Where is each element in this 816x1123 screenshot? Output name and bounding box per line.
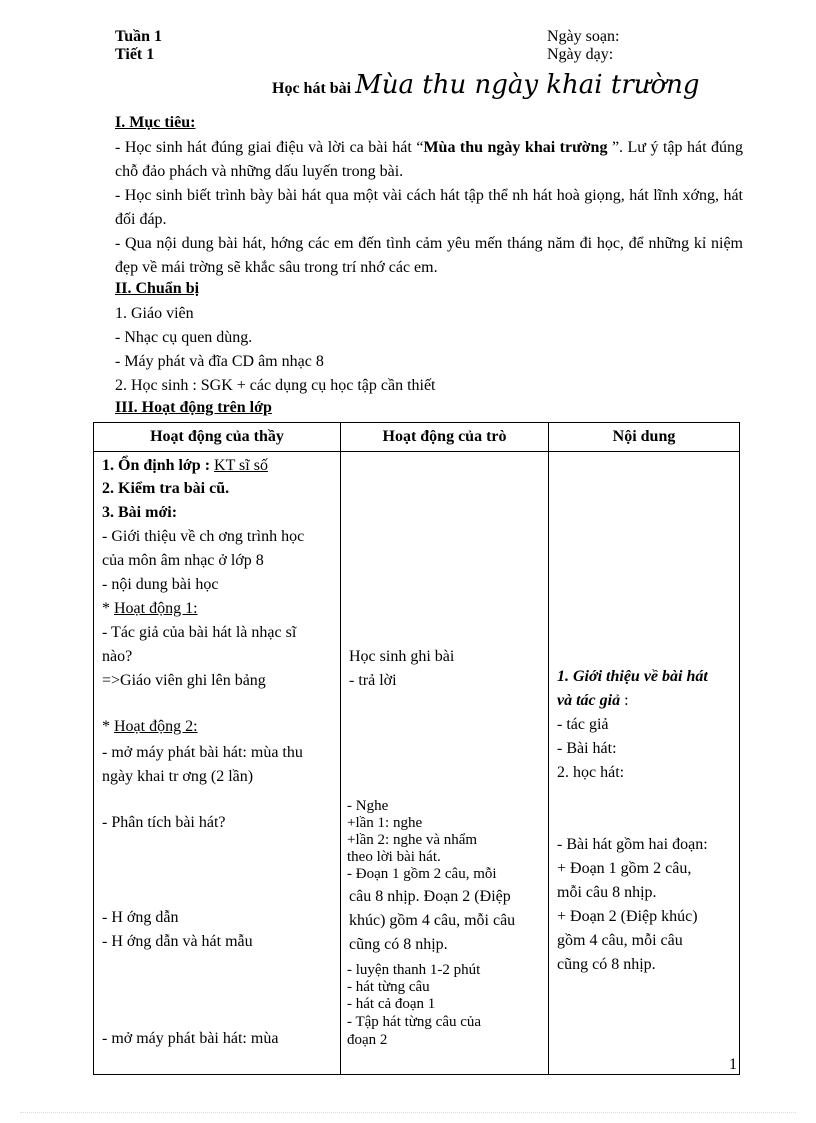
teacher-line: * Hoạt động 1: bbox=[102, 600, 198, 617]
teacher-line: - nội dung bài học bbox=[102, 576, 219, 593]
prep-item: - Nhạc cụ quen dùng. bbox=[115, 329, 253, 346]
header-content: Nội dung bbox=[549, 423, 740, 452]
student-line: - luyện thanh 1-2 phút bbox=[347, 962, 481, 978]
title-song: Mùa thu ngày khai trường bbox=[355, 70, 700, 100]
header-teacher: Hoạt động của thầy bbox=[94, 423, 341, 452]
student-column bbox=[341, 452, 548, 1074]
student-line: - hát cả đoạn 1 bbox=[347, 996, 436, 1012]
student-line: - hát từng câu bbox=[347, 979, 430, 995]
teacher-line: ngày khai tr ơng (2 lần) bbox=[102, 768, 254, 785]
teacher-line: - mở máy phát bài hát: mùa bbox=[102, 1030, 279, 1047]
objective-paragraph-3: - Qua nội dung bài hát, hớng các em đến tình cảm yêu mến tháng năm đi học, để những kỉ niệm đẹp về mái trờng sẽ khắc sâu trong trí nhớ các em. bbox=[115, 235, 743, 276]
prep-item: 2. Học sinh : SGK + các dụng cụ học tập cần thiết bbox=[115, 377, 436, 394]
teacher-line: của môn âm nhạc ở lớp 8 bbox=[102, 552, 264, 569]
prep-date-label: Ngày soạn: bbox=[547, 28, 620, 45]
student-line: +lần 2: nghe và nhẩm bbox=[347, 832, 478, 848]
teacher-line: - Giới thiệu về ch ơng trình học bbox=[102, 528, 305, 545]
student-line: - Đoạn 1 gồm 2 câu, mỗi bbox=[347, 866, 497, 882]
student-line: theo lời bài hát. bbox=[347, 849, 441, 865]
teacher-line: * Hoạt động 2: bbox=[102, 718, 198, 735]
student-line: đoạn 2 bbox=[347, 1032, 388, 1048]
teach-date-label: Ngày dạy: bbox=[547, 46, 614, 63]
teacher-line: - Phân tích bài hát? bbox=[102, 814, 226, 831]
prep-item: - Máy phát và đĩa CD âm nhạc 8 bbox=[115, 353, 324, 370]
content-line: 1. Giới thiệu về bài hát bbox=[557, 668, 708, 685]
section-3-heading: III. Hoạt động trên lớp bbox=[115, 399, 272, 416]
student-line: - Nghe bbox=[347, 798, 389, 814]
content-column bbox=[549, 452, 739, 1074]
student-line: khúc) gồm 4 câu, mỗi câu bbox=[349, 912, 516, 929]
page-number: 1 bbox=[729, 1056, 737, 1073]
student-line: câu 8 nhịp. Đoạn 2 (Điệp bbox=[349, 888, 511, 905]
content-line: - Bài hát gồm hai đoạn: bbox=[557, 836, 708, 853]
week-label: Tuần 1 bbox=[115, 28, 162, 45]
period-label: Tiết 1 bbox=[115, 46, 155, 63]
content-line: và tác giả : bbox=[557, 692, 629, 709]
header-student: Hoạt động của trò bbox=[341, 423, 549, 452]
section-2-heading: II. Chuẩn bị bbox=[115, 280, 200, 297]
teacher-line: - H ớng dẫn bbox=[102, 909, 179, 926]
prep-item: 1. Giáo viên bbox=[115, 305, 194, 322]
teacher-column bbox=[94, 452, 340, 1074]
lesson-table bbox=[93, 422, 740, 1075]
content-line: - Bài hát: bbox=[557, 740, 617, 757]
teacher-line: nào? bbox=[102, 648, 133, 665]
teacher-line: - Tác giả của bài hát là nhạc sĩ bbox=[102, 624, 297, 641]
student-line: Học sinh ghi bài bbox=[349, 648, 455, 665]
content-line: cũng có 8 nhịp. bbox=[557, 956, 656, 973]
section-1-heading: I. Mục tiêu: bbox=[115, 114, 196, 131]
content-line: + Đoạn 1 gồm 2 câu, bbox=[557, 860, 692, 877]
content-line: + Đoạn 2 (Điệp khúc) bbox=[557, 908, 698, 925]
page-bottom-divider bbox=[20, 1112, 796, 1113]
teacher-line: 3. Bài mới: bbox=[102, 504, 178, 521]
teacher-line: 2. Kiểm tra bài cũ. bbox=[102, 480, 230, 497]
content-line: mỗi câu 8 nhịp. bbox=[557, 884, 657, 901]
objective-paragraph-2: - Học sinh biết trình bày bài hát qua một vài cách hát tập thể nh hát hoà giọng, hát lĩnh xớng, hát đối đáp. bbox=[115, 187, 743, 228]
title-prefix: Học hát bài bbox=[272, 80, 352, 97]
song-name-bold: Mùa thu ngày khai trường bbox=[423, 139, 608, 156]
student-line: cũng có 8 nhịp. bbox=[349, 936, 448, 953]
teacher-line: =>Giáo viên ghi lên bảng bbox=[102, 672, 266, 689]
student-line: - Tập hát từng câu của bbox=[347, 1014, 482, 1030]
teacher-line: 1. Ổn định lớp : KT sĩ số bbox=[102, 457, 268, 474]
page-title bbox=[272, 70, 700, 100]
teacher-line: - H ớng dẫn và hát mẫu bbox=[102, 933, 253, 950]
teacher-line: - mở máy phát bài hát: mùa thu bbox=[102, 744, 303, 761]
student-line: +lần 1: nghe bbox=[347, 815, 423, 831]
student-line: - trả lời bbox=[349, 672, 397, 689]
content-line: - tác giả bbox=[557, 716, 609, 733]
content-line: gồm 4 câu, mỗi câu bbox=[557, 932, 683, 949]
objective-paragraph-1: - Học sinh hát đúng giai điệu và lời ca bài hát “Mùa thu ngày khai trường ”. Lư ý tập hát đúng chỗ đảo phách và những dấu luyến trong bài. bbox=[115, 139, 744, 180]
content-line: 2. học hát: bbox=[557, 764, 625, 781]
